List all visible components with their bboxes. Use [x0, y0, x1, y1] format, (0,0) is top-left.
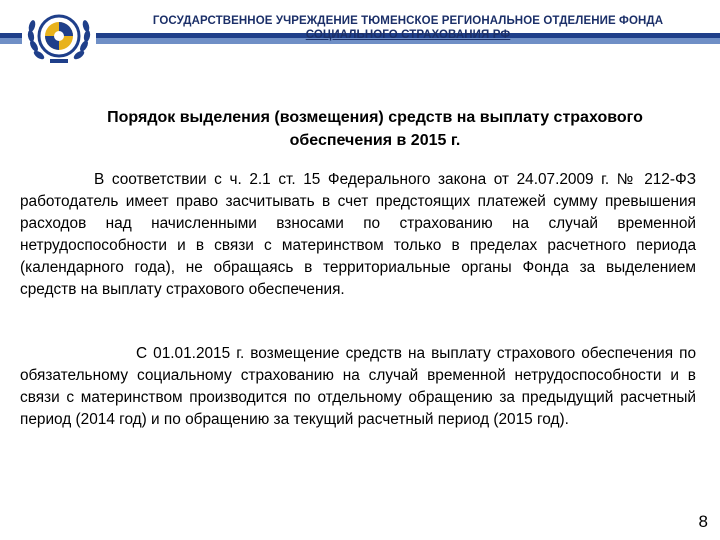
paragraph-reimbursement — [20, 343, 696, 431]
document-title — [40, 106, 710, 152]
organization-title-line1: ГОСУДАРСТВЕННОЕ УЧРЕЖДЕНИЕ ТЮМЕНСКОЕ РЕГИОНАЛЬНОЕ ОТДЕЛЕНИЕ ФОНДА — [152, 15, 664, 27]
organization-title — [100, 14, 716, 42]
paragraph-law-reference — [20, 169, 696, 301]
page-number: 8 — [698, 512, 708, 531]
organization-title-line2: СОЦИАЛЬНОГО СТРАХОВАНИЯ РФ — [305, 29, 511, 41]
fss-emblem-icon — [22, 6, 96, 70]
document-title-line1: Порядок выделения (возмещения) средств на выплату страхового — [107, 109, 643, 126]
paragraph-1-text: В соответствии с ч. 2.1 ст. 15 Федерального закона от 24.07.2009 г. № 212-ФЗ работодатель имеет право засчитывать в счет предстоящих платежей сумму превышения расходов над начисленными взносами по страхованию на случай временной нетрудоспособности и в связи с материнством только в пределах расчетного периода (календарного года), не обращаясь в территориальные органы Фонда за выделением средств на выплату страхового обеспечения. — [20, 171, 696, 298]
paragraph-2-text: С 01.01.2015 г. возмещение средств на выплату страхового обеспечения по обязательному социальному страхованию на случай временной нетрудоспособности и в связи с материнством производится по отдельному обращению за предыдущий расчетный период (2014 год) и по обращению за текущий расчетный период (2015 год). — [20, 345, 696, 428]
slide-header — [0, 0, 720, 78]
document-title-line2: обеспечения в 2015 г. — [289, 132, 461, 149]
